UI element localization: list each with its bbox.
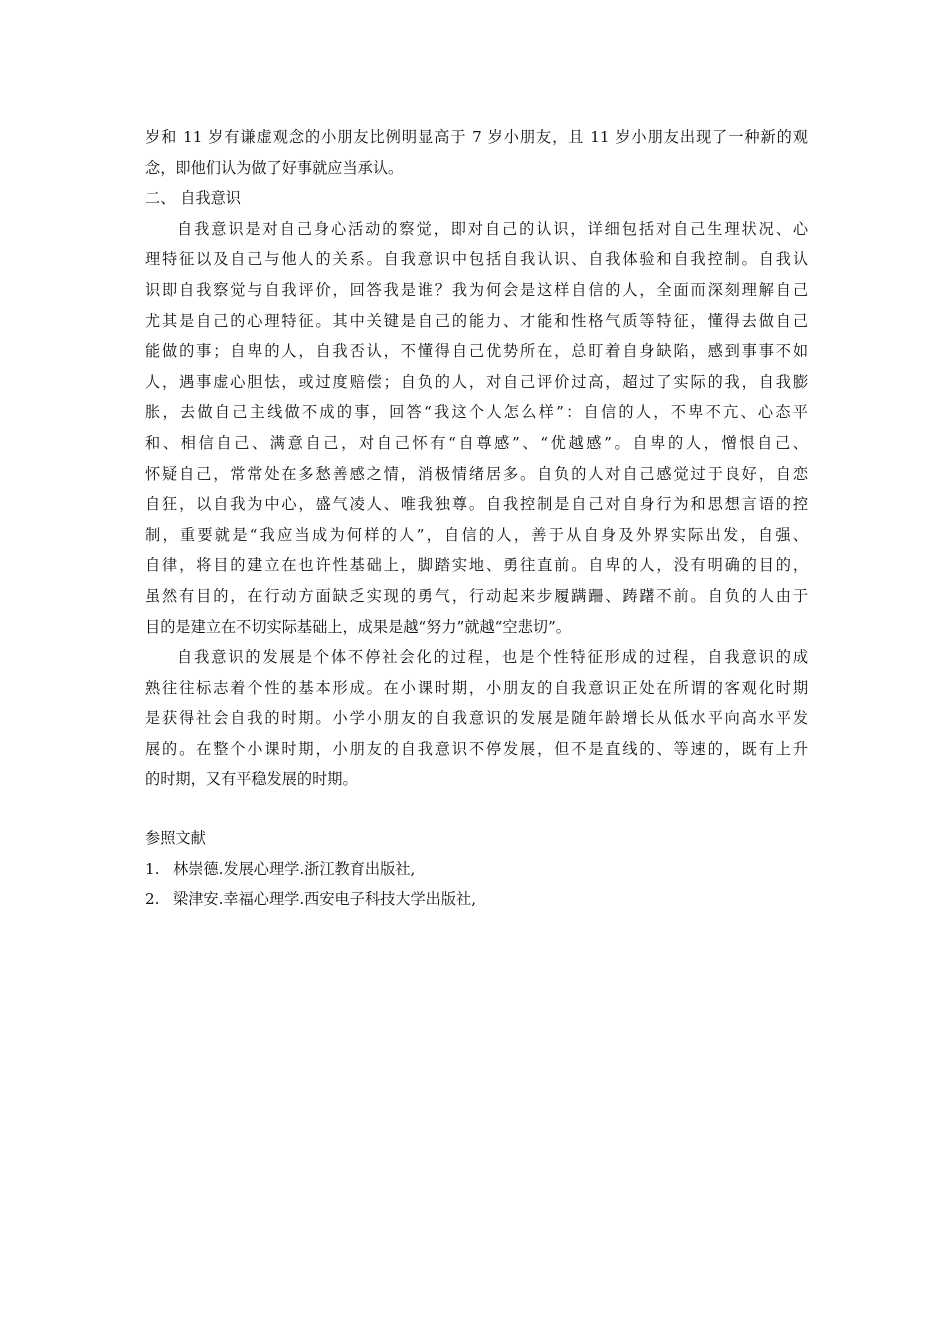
text-line: 是获得社会自我的时期。小学小朋友的自我意识的发展是随年龄增长从低水平向高水平发 — [145, 709, 808, 728]
reference-item — [145, 884, 808, 915]
text-line: 自我意识是对自己身心活动的察觉，即对自己的认识，详细包括对自己生理状况、心 — [177, 219, 808, 238]
self-awareness-paragraph-2 — [145, 642, 808, 795]
text-line: 识即自我察觉与自我评价，回答我是谁？我为何会是这样自信的人，全面而深刻理解自己 — [145, 280, 808, 299]
text-line: 的时期，又有平稳发展的时期。 — [145, 770, 358, 789]
text-line: 人，遇事虚心胆怯，或过度赔偿；自负的人，对自己评价过高，超过了实际的我，自我膨 — [145, 372, 808, 391]
references-title: 参照文献 — [145, 829, 206, 848]
reference-text: 林崇德.发展心理学.浙江教育出版社, — [173, 859, 416, 878]
text-line: 怀疑自己，常常处在多愁善感之情，消极情绪居多。自负的人对自己感觉过于良好，自恋 — [145, 464, 808, 483]
references-section — [145, 823, 808, 915]
spacer — [145, 795, 808, 823]
reference-item — [145, 854, 808, 885]
text-line: 虽然有目的，在行动方面缺乏实现的勇气，行动起来步履蹒跚、踌躇不前。自负的人由于 — [145, 586, 808, 605]
text-line: 能做的事；自卑的人，自我否认，不懂得自己优势所在，总盯着自身缺陷，感到事事不如 — [145, 342, 808, 361]
text-line: 尤其是自己的心理特征。其中关键是自己的能力、才能和性格气质等特征，懂得去做自己 — [145, 311, 808, 330]
text-line: 自我意识的发展是个体不停社会化的过程，也是个性特征形成的过程，自我意识的成 — [177, 648, 808, 667]
text-line: 岁和 11 岁有谦虚观念的小朋友比例明显高于 7 岁小朋友，且 11 岁小朋友出现了一种新的观 — [145, 128, 808, 146]
text-line: 自狂，以自我为中心，盛气凌人、唯我独尊。自我控制是自己对自身行为和思想言语的控 — [145, 495, 808, 514]
reference-text: 梁津安.幸福心理学.西安电子科技大学出版社, — [173, 890, 477, 909]
text-line: 展的。在整个小课时期，小朋友的自我意识不停发展，但不是直线的、等速的，既有上升 — [145, 739, 808, 758]
text-line: 自律，将目的建立在也许性基础上，脚踏实地、勇往直前。自卑的人，没有明确的目的， — [145, 556, 808, 575]
text-line: 熟往往标志着个性的基本形成。在小课时期，小朋友的自我意识正处在所谓的客观化时期 — [145, 678, 808, 697]
reference-number: 2. — [145, 890, 160, 909]
document-page — [145, 122, 808, 915]
text-line: 理特征以及自己与他人的关系。自我意识中包括自我认识、自我体验和自我控制。自我认 — [145, 250, 808, 269]
text-line: 和、相信自己、满意自己，对自己怀有“自尊感”、“优越感”。自卑的人，憎恨自己、 — [145, 433, 808, 452]
self-awareness-paragraph-1 — [145, 214, 808, 642]
text-line: 目的是建立在不切实际基础上，成果是越“努力”就越“空悲切”。 — [145, 617, 571, 636]
intro-paragraph — [145, 122, 808, 183]
text-line: 念，即他们认为做了好事就应当承认。 — [145, 158, 404, 177]
text-line: 胀，去做自己主线做不成的事，回答“我这个人怎么样”：自信的人，不卑不亢、心态平 — [145, 403, 808, 422]
section-heading: 二、 自我意识 — [145, 189, 241, 208]
text-line: 制，重要就是“我应当成为何样的人”，自信的人，善于从自身及外界实际出发，自强、 — [145, 525, 808, 544]
reference-number: 1. — [145, 859, 160, 878]
